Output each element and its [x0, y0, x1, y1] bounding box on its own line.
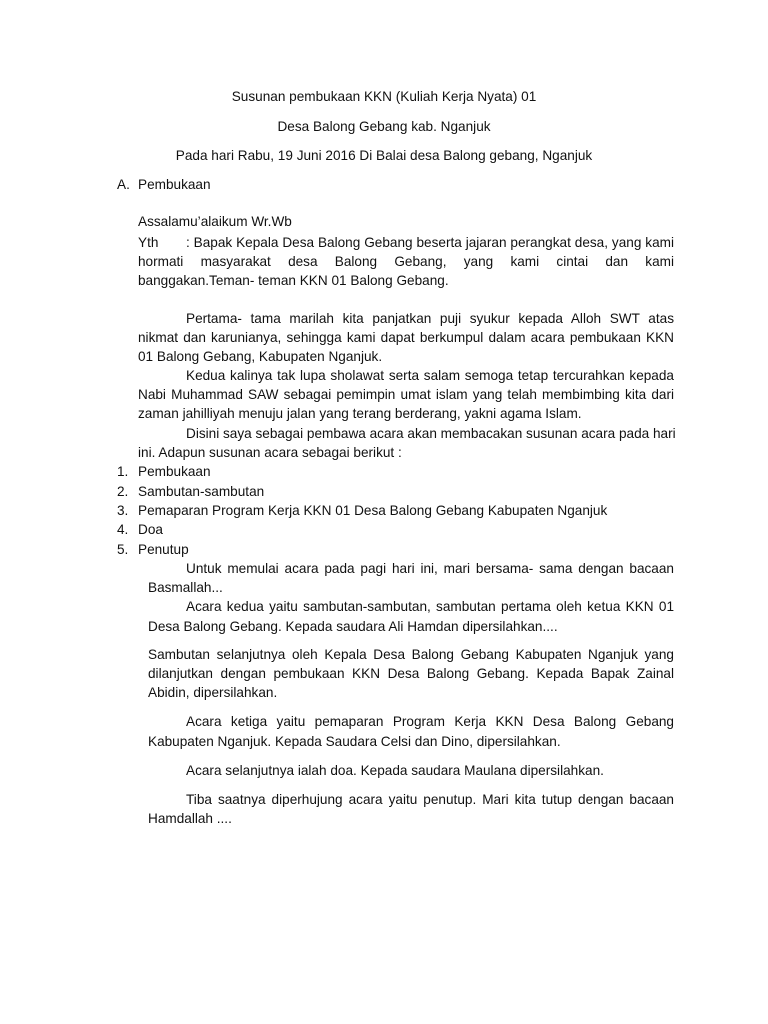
para-kedua-line-2: Nabi Muhammad SAW sebagai pemimpin umat islam yang telah membimbing kita dari — [138, 387, 674, 402]
yth-line-1: : Bapak Kepala Desa Balong Gebang beserta jajaran perangkat desa, yang kami — [186, 235, 674, 250]
yth-line-3: banggakan.Teman- teman KKN 01 Balong Gebang. — [138, 273, 449, 288]
agenda-number: 2. — [117, 484, 129, 499]
para-pertama-line-1: Pertama- tama marilah kita panjatkan puji syukur kepada Alloh SWT atas — [186, 311, 674, 326]
agenda-item: Sambutan-sambutan — [138, 484, 265, 499]
agenda-number: 4. — [117, 522, 129, 537]
para-penutup-line-2: Hamdallah .... — [148, 811, 232, 826]
para-pertama-line-2: nikmat dan karunianya, sehingga kami dapat berkumpul dalam acara pembukaan KKN — [138, 330, 674, 345]
yth-line-2: hormati masyarakat desa Balong Gebang, yang kami cintai dan kami — [138, 254, 674, 269]
para-kedua-line-3: zaman jahilliyah menuju jalan yang terang berderang, yakni agama Islam. — [138, 406, 582, 421]
agenda-item: Doa — [138, 522, 163, 537]
section-a-heading: Pembukaan — [138, 177, 211, 192]
agenda-item: Pembukaan — [138, 464, 211, 479]
doc-subtitle: Desa Balong Gebang kab. Nganjuk — [277, 119, 491, 134]
agenda-number: 1. — [117, 464, 129, 479]
yth-label: Yth — [138, 235, 159, 250]
para-acara-ketiga-line-1: Acara ketiga yaitu pemaparan Program Kerja KKN Desa Balong Gebang — [186, 714, 674, 729]
greeting: Assalamu’alaikum Wr.Wb — [138, 214, 292, 229]
agenda-number: 3. — [117, 503, 129, 518]
agenda-item: Penutup — [138, 542, 189, 557]
para-penutup-line-1: Tiba saatnya diperhujung acara yaitu penutup. Mari kita tutup dengan bacaan — [186, 792, 674, 807]
para-acara-kedua-line-2: Desa Balong Gebang. Kepada saudara Ali Hamdan dipersilahkan.... — [148, 619, 558, 634]
agenda-number: 5. — [117, 542, 129, 557]
para-acara-kedua-line-1: Acara kedua yaitu sambutan-sambutan, sambutan pertama oleh ketua KKN 01 — [186, 599, 674, 614]
para-acara-ketiga-line-2: Kabupaten Nganjuk. Kepada Saudara Celsi dan Dino, dipersilahkan. — [148, 734, 561, 749]
section-a-marker: A. — [117, 177, 130, 192]
para-doa: Acara selanjutnya ialah doa. Kepada saudara Maulana dipersilahkan. — [186, 763, 604, 778]
para-untuk-line-2: Basmallah... — [148, 580, 223, 595]
para-untuk-line-1: Untuk memulai acara pada pagi hari ini, mari bersama- sama dengan bacaan — [186, 561, 674, 576]
para-pertama-line-3: 01 Balong Gebang, Kabupaten Nganjuk. — [138, 349, 383, 364]
para-disini-line-1: Disini saya sebagai pembawa acara akan membacakan susunan acara pada hari — [186, 426, 676, 441]
doc-title: Susunan pembukaan KKN (Kuliah Kerja Nyata) 01 — [231, 89, 537, 104]
para-sambutan-line-1: Sambutan selanjutnya oleh Kepala Desa Balong Gebang Kabupaten Nganjuk yang — [148, 647, 674, 662]
para-sambutan-line-2: dilanjutkan dengan pembukaan KKN Desa Balong Gebang. Kepada Bapak Zainal — [148, 666, 674, 681]
agenda-item: Pemaparan Program Kerja KKN 01 Desa Balong Gebang Kabupaten Nganjuk — [138, 503, 608, 518]
doc-date-location: Pada hari Rabu, 19 Juni 2016 Di Balai desa Balong gebang, Nganjuk — [175, 148, 593, 163]
para-disini-line-2: ini. Adapun susunan acara sebagai berikut : — [138, 445, 402, 460]
para-kedua-line-1: Kedua kalinya tak lupa sholawat serta salam semoga tetap tercurahkan kepada — [186, 368, 674, 383]
para-sambutan-line-3: Abidin, dipersilahkan. — [148, 685, 278, 700]
